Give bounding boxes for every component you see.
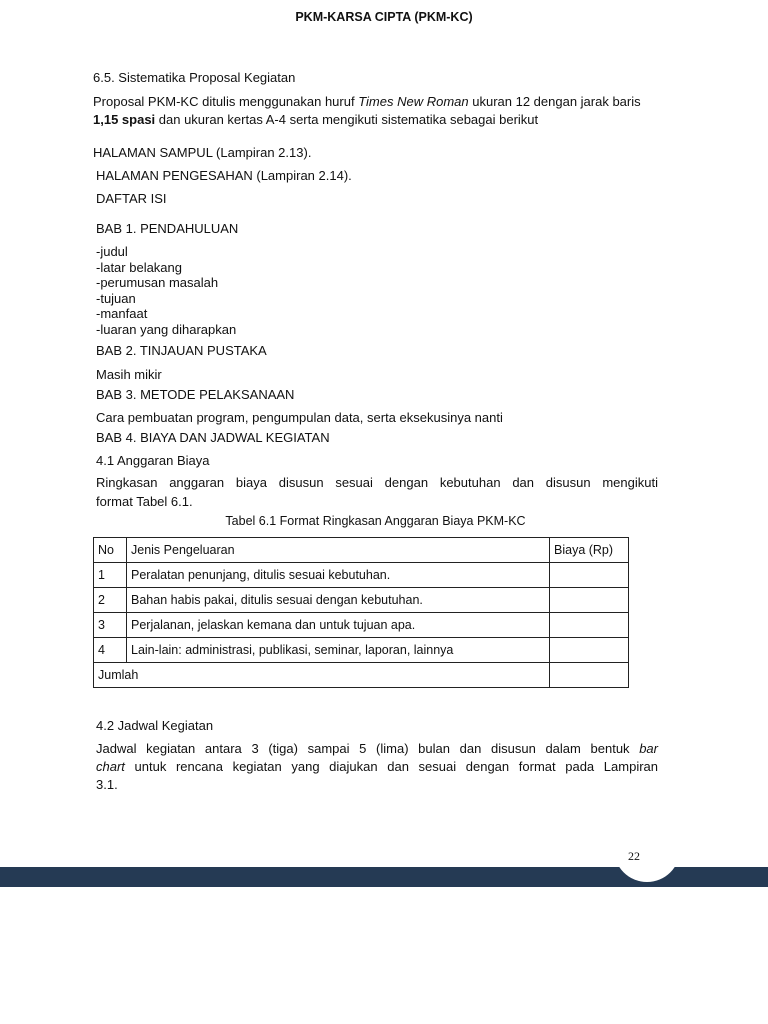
outline-daftar-isi: DAFTAR ISI xyxy=(96,191,167,206)
list-item: -luaran yang diharapkan xyxy=(96,321,237,337)
table-row xyxy=(94,588,629,613)
outline-bab1: BAB 1. PENDAHULUAN xyxy=(96,221,239,236)
intro-text-1: Proposal PKM-KC ditulis menggunakan huruf xyxy=(93,94,359,109)
table-total-row xyxy=(94,663,629,688)
schedule-paragraph-line3: 3.1. xyxy=(96,777,118,792)
row-cost xyxy=(550,563,629,588)
bab1-item-list xyxy=(96,244,236,338)
schedule-chart-word: chart xyxy=(96,759,125,774)
header-biaya: Biaya (Rp) xyxy=(550,538,629,563)
schedule-text-1: Jadwal kegiatan antara 3 (tiga) sampai 5 (lima) bulan dan disusun dalam bentuk xyxy=(96,741,640,756)
row-no: 3 xyxy=(94,613,127,638)
header-jenis-pengeluaran: Jenis Pengeluaran xyxy=(127,538,550,563)
subsection-41-heading: 4.1 Anggaran Biaya xyxy=(96,453,210,468)
outline-halaman-sampul: HALAMAN SAMPUL (Lampiran 2.13). xyxy=(93,145,312,160)
row-desc: Bahan habis pakai, ditulis sesuai dengan kebutuhan. xyxy=(127,588,550,613)
table-header-row xyxy=(94,538,629,563)
budget-paragraph-line2: format Tabel 6.1. xyxy=(96,494,193,509)
row-desc: Perjalanan, jelaskan kemana dan untuk tujuan apa. xyxy=(127,613,550,638)
table-row xyxy=(94,613,629,638)
row-desc: Peralatan penunjang, ditulis sesuai kebutuhan. xyxy=(127,563,550,588)
list-item: -latar belakang xyxy=(96,259,182,275)
budget-paragraph-line1: Ringkasan anggaran biaya disusun sesuai dengan kebutuhan dan disusun mengikuti xyxy=(96,475,658,490)
intro-spacing: 1,15 spasi xyxy=(93,112,156,127)
table-row xyxy=(94,563,629,588)
row-desc: Lain-lain: administrasi, publikasi, seminar, laporan, lainnya xyxy=(127,638,550,663)
bab3-note: Cara pembuatan program, pengumpulan data, serta eksekusinya nanti xyxy=(96,410,503,425)
outline-bab3: BAB 3. METODE PELAKSANAAN xyxy=(96,387,295,402)
list-item: -judul xyxy=(96,244,128,259)
intro-text-2: ukuran 12 dengan jarak baris xyxy=(468,94,641,109)
schedule-text-2: untuk rencana kegiatan yang diajukan dan sesuai dengan format pada Lampiran xyxy=(124,759,658,774)
total-label: Jumlah xyxy=(94,663,550,688)
schedule-bar-word: bar xyxy=(639,741,658,756)
list-item: -perumusan masalah xyxy=(96,275,219,291)
page-number: 22 xyxy=(628,849,640,863)
intro-font-name: Times New Roman xyxy=(358,94,469,109)
subsection-42-heading: 4.2 Jadwal Kegiatan xyxy=(96,718,214,733)
row-cost xyxy=(550,638,629,663)
outline-bab4: BAB 4. BIAYA DAN JADWAL KEGIATAN xyxy=(96,430,330,445)
section-heading: 6.5. Sistematika Proposal Kegiatan xyxy=(93,70,296,85)
header-no: No xyxy=(94,538,127,563)
schedule-paragraph-line2 xyxy=(96,759,658,774)
budget-table xyxy=(93,537,629,688)
list-item: -manfaat xyxy=(96,306,148,322)
intro-paragraph xyxy=(93,93,658,129)
total-cost xyxy=(550,663,629,688)
bab2-note: Masih mikir xyxy=(96,367,162,382)
outline-halaman-pengesahan: HALAMAN PENGESAHAN (Lampiran 2.14). xyxy=(96,168,352,183)
row-cost xyxy=(550,613,629,638)
table-caption: Tabel 6.1 Format Ringkasan Anggaran Biaya PKM-KC xyxy=(225,514,526,528)
schedule-paragraph-line1 xyxy=(96,741,658,756)
list-item: -tujuan xyxy=(96,290,136,306)
row-no: 4 xyxy=(94,638,127,663)
row-cost xyxy=(550,588,629,613)
row-no: 1 xyxy=(94,563,127,588)
document-header: PKM-KARSA CIPTA (PKM-KC) xyxy=(295,10,473,24)
outline-bab2: BAB 2. TINJAUAN PUSTAKA xyxy=(96,343,267,358)
table-row xyxy=(94,638,629,663)
row-no: 2 xyxy=(94,588,127,613)
intro-text-3: dan ukuran kertas A-4 serta mengikuti sistematika sebagai berikut xyxy=(155,112,539,127)
